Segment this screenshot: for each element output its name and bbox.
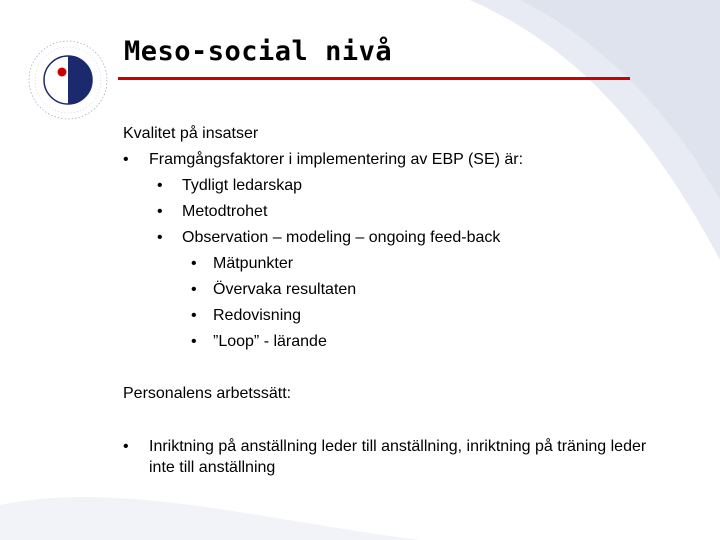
list-item: [123, 433, 703, 478]
list-item: [123, 251, 703, 277]
list-item-text: Inriktning på anställning leder till anställning, inriktning på träning leder inte till anställning: [149, 438, 647, 476]
list-item: [123, 225, 703, 251]
section-heading: Personalens arbetssätt:: [123, 385, 292, 402]
list-item: [123, 173, 703, 199]
bullet: •: [191, 307, 197, 324]
bullet: •: [191, 281, 197, 298]
list-item-text: Mätpunkter: [213, 255, 294, 272]
bullet: •: [157, 229, 163, 246]
list-item: [123, 277, 703, 303]
section-heading: Kvalitet på insatser: [123, 125, 259, 142]
list-item: [123, 329, 703, 355]
spacer: [123, 407, 703, 433]
bullet: •: [191, 255, 197, 272]
slide-body: [123, 121, 703, 478]
bullet: •: [157, 177, 163, 194]
list-item: [123, 147, 703, 173]
bullet: •: [157, 203, 163, 220]
institute-seal-icon: [26, 38, 110, 122]
bullet: •: [123, 438, 129, 455]
list-item: [123, 199, 703, 225]
list-item-text: Observation – modeling – ongoing feed-back: [182, 229, 501, 246]
list-item: [123, 303, 703, 329]
bullet: •: [191, 333, 197, 350]
list-item-text: Övervaka resultaten: [213, 281, 357, 298]
slide-title: Meso-social nivå: [124, 36, 393, 67]
list-item-text: Redovisning: [213, 307, 302, 324]
list-item-text: Tydligt ledarskap: [182, 177, 303, 194]
bullet: •: [123, 151, 129, 168]
list-item-text: Framgångsfaktorer i implementering av EBP (SE) är:: [149, 151, 524, 168]
list-item-text: Metodtrohet: [182, 203, 268, 220]
spacer: [123, 355, 703, 381]
title-underline: [118, 77, 630, 80]
list-item-text: ”Loop” - lärande: [213, 333, 327, 350]
